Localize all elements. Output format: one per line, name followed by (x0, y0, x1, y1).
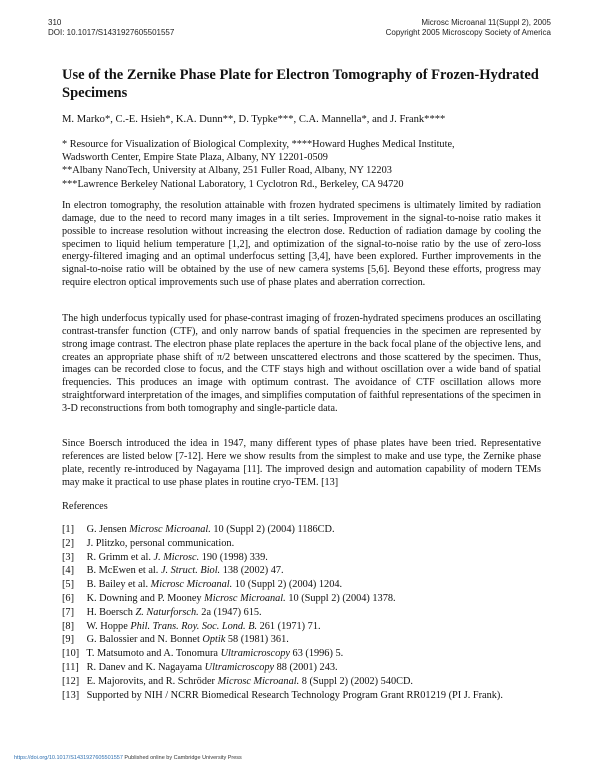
reference-text: R. Danev and K. Nagayama (86, 661, 205, 673)
reference-journal: Ultramicroscopy (204, 661, 275, 673)
reference-number: [2] (62, 537, 75, 549)
header-doi: DOI: 10.1017/S1431927605501557 (48, 28, 175, 37)
reference-text: G. Balossier and N. Bonnet (86, 634, 203, 646)
reference-details: 88 (2001) 243. (274, 661, 338, 673)
reference-details: 190 (1998) 339. (199, 551, 268, 563)
reference-item (62, 578, 552, 592)
reference-item (62, 592, 552, 606)
reference-text: G. Jensen (86, 524, 130, 535)
reference-item (62, 675, 552, 689)
reference-journal: Microsc Microanal. (129, 524, 211, 535)
page-footer (14, 755, 242, 762)
reference-details: 138 (2002) 47. (220, 565, 284, 577)
reference-number: [9] (62, 634, 75, 646)
paper-title: Use of the Zernike Phase Plate for Electron Tomography of Frozen-Hydrated Specimens (62, 67, 539, 101)
body-paragraph-3: Since Boersch introduced the idea in 1947, many different types of phase plates have been tried. Representative references are listed below [7-12]. Here we show results from the simplest to make and use type, the Zernike phase plate, recently re-introduced by Nagayama [11]. The improved design and automation capability of modern TEMs may make it practical to use phase plates in routine cryo-TEM. [13] (62, 438, 541, 488)
affiliation-line: Wadsworth Center, Empire State Plaza, Albany, NY 12201-0509 (62, 152, 328, 164)
body-paragraph-1: In electron tomography, the resolution attainable with frozen hydrated specimens is ultimately limited by radiation damage, due to the need to record many images in a tilt series. Improvement in the signal-to-noise ratio makes it possible to increase resolution without increasing the electron dose. Reduction of radiation damage by cooling the specimen to liquid helium temperature [1,2], and optimization of the signal-to-noise ratio by the use of zero-loss energy-filtered imaging and an optimal underfocus setting [3,4], have been explored. Further improvements in the signal-to-noise ratio will be obtained by the use of new camera systems [5,6]. Beyond these efforts, progress may require electron optical improvements such use of phase plates and aberration correction. (62, 200, 541, 289)
reference-journal: Optik (202, 634, 226, 646)
reference-number: [7] (62, 606, 75, 618)
reference-item (62, 633, 552, 647)
reference-details: 261 (1971) 71. (257, 620, 321, 632)
reference-journal: J. Struct. Biol. (160, 565, 221, 577)
footer-published-note: Published online by Cambridge University Press (124, 755, 242, 761)
reference-details: 2a (1947) 615. (198, 606, 262, 618)
reference-text: E. Majorovits, and R. Schröder (86, 675, 218, 687)
reference-text: Supported by NIH / NCRR Biomedical Research Technology Program Grant RR01219 (PI J. Frank). (86, 689, 503, 701)
reference-item (62, 689, 552, 703)
author-list: M. Marko*, C.-E. Hsieh*, K.A. Dunn**, D. Typke***, C.A. Mannella*, and J. Frank**** (62, 114, 446, 125)
footer-doi-link[interactable]: https://doi.org/10.1017/S1431927605501557 (14, 755, 123, 761)
reference-number: [11] (62, 661, 79, 673)
body-paragraph-2: The high underfocus typically used for phase-contrast imaging of frozen-hydrated specimens produces an oscillating contrast-transfer function (CTF), and only narrow bands of spatial frequencies in the specimen are represented by strong image contrast. The electron phase plate replaces the aperture in the back focal plane of the objective lens, and creates an appropriate phase shift of π/2 between unscattered electrons and those scattered by the specimen. Thus, images can be recorded close to focus, and the CTF stays high and without oscillation over a wide band of spatial frequencies. This produces an image with optimum contrast. The avoidance of CTF oscillation allows more straightforward interpretation of the images, and simplifies computation of faithful representations of the specimen in 3-D reconstructions from both tomography and single-particle data. (62, 313, 541, 414)
affiliation-line: **Albany NanoTech, University at Albany, 251 Fuller Road, Albany, NY 12203 (62, 165, 392, 177)
references-heading: References (62, 501, 108, 512)
reference-number: [1] (62, 524, 75, 535)
journal-citation: Microsc Microanal 11(Suppl 2), 2005 (421, 18, 551, 27)
reference-item (62, 551, 552, 565)
reference-details: 8 (Suppl 2) (2002) 540CD. (299, 675, 414, 687)
reference-number: [10] (62, 648, 80, 660)
reference-journal: Microsc Microanal. (217, 675, 300, 687)
page-header-left (48, 18, 174, 38)
reference-item (62, 523, 552, 537)
reference-number: [3] (62, 551, 75, 563)
reference-number: [12] (62, 675, 80, 687)
reference-journal: Z. Naturforsch. (135, 606, 199, 618)
reference-list (62, 523, 552, 702)
reference-number: [8] (62, 620, 75, 632)
reference-details: 58 (1981) 361. (225, 634, 289, 646)
affiliation-line: * Resource for Visualization of Biological Complexity, ****Howard Hughes Medical Institute, (62, 139, 455, 150)
reference-number: [4] (62, 565, 75, 577)
reference-journal: Ultramicroscopy (220, 648, 290, 660)
reference-details: 63 (1996) 5. (289, 648, 344, 660)
page-number: 310 (48, 18, 62, 27)
reference-item (62, 620, 552, 634)
reference-number: [5] (62, 579, 75, 591)
reference-item (62, 661, 552, 675)
reference-details: 10 (Suppl 2) (2004) 1186CD. (210, 524, 335, 535)
reference-text: J. Plitzko, personal communication. (86, 537, 235, 549)
reference-journal: J. Microsc. (153, 551, 200, 563)
reference-text: T. Matsumoto and A. Tonomura (86, 648, 221, 660)
reference-journal: Phil. Trans. Roy. Soc. Lond. B. (130, 620, 258, 632)
affiliations (62, 138, 552, 191)
reference-text: K. Downing and P. Mooney (86, 592, 205, 604)
reference-text: B. Bailey et al. (86, 579, 151, 591)
reference-text: W. Hoppe (86, 620, 131, 632)
reference-journal: Microsc Microanal. (150, 579, 233, 591)
reference-number: [6] (62, 592, 75, 604)
reference-text: R. Grimm et al. (86, 551, 154, 563)
reference-text: H. Boersch (86, 606, 136, 618)
reference-details: 10 (Suppl 2) (2004) 1204. (232, 579, 343, 591)
affiliation-line: ***Lawrence Berkeley National Laboratory, 1 Cyclotron Rd., Berkeley, CA 94720 (62, 178, 404, 190)
reference-details: 10 (Suppl 2) (2004) 1378. (285, 592, 396, 604)
reference-item (62, 537, 552, 551)
copyright-line: Copyright 2005 Microscopy Society of America (385, 28, 551, 37)
reference-item (62, 564, 552, 578)
reference-journal: Microsc Microanal. (204, 592, 286, 604)
reference-item (62, 647, 552, 661)
reference-number: [13] (62, 689, 80, 701)
page-header-right (386, 18, 551, 38)
reference-text: B. McEwen et al. (86, 565, 161, 577)
reference-item (62, 606, 552, 620)
